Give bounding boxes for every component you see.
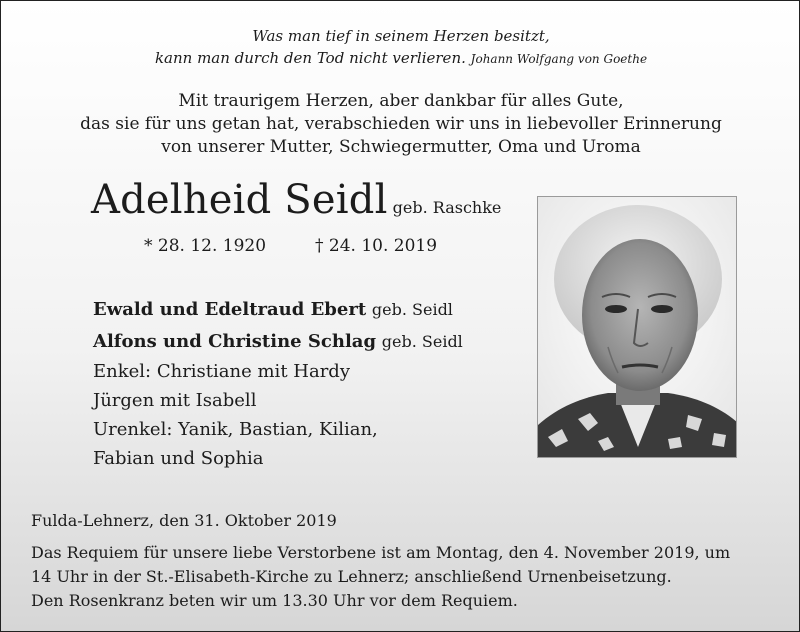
family-names-2: Alfons und Christine Schlag (93, 331, 377, 352)
birth-date: * 28. 12. 1920 (144, 236, 267, 256)
family-suffix-1: geb. Seidl (371, 300, 453, 319)
quote-text: kann man durch den Tod nicht verlieren. (154, 49, 466, 67)
footer-line-2: 14 Uhr in der St.-Elisabeth-Kirche zu Lehnerz; anschließend Urnenbeisetzung. (31, 567, 672, 586)
maiden-name: geb. Raschke (392, 198, 502, 217)
deceased-name-block (91, 177, 501, 223)
family-line-2 (93, 331, 463, 352)
place-date: Fulda-Lehnerz, den 31. Oktober 2019 (31, 511, 337, 530)
footer-line-3: Den Rosenkranz beten wir um 13.30 Uhr vor dem Requiem. (31, 591, 518, 610)
quote-author: Johann Wolfgang von Goethe (470, 52, 648, 66)
intro-line-3: von unserer Mutter, Schwiegermutter, Oma und Uroma (161, 137, 641, 157)
family-line-1 (93, 299, 453, 320)
quote-line-2 (1, 49, 800, 67)
family-line-4: Jürgen mit Isabell (93, 390, 257, 411)
intro-line-2: das sie für uns getan hat, verabschieden wir uns in liebevoller Erinnerung (80, 114, 722, 134)
family-names-1: Ewald und Edeltraud Ebert (93, 299, 367, 320)
death-date: † 24. 10. 2019 (315, 236, 438, 256)
quote-line-1: Was man tief in seinem Herzen besitzt, (252, 27, 550, 45)
intro-line-1: Mit traurigem Herzen, aber dankbar für alles Gute, (178, 91, 624, 111)
family-suffix-2: geb. Seidl (381, 332, 463, 351)
portrait-image (538, 197, 737, 458)
footer-line-1: Das Requiem für unsere liebe Verstorbene ist am Montag, den 4. November 2019, um (31, 543, 731, 562)
family-line-6: Fabian und Sophia (93, 448, 264, 469)
family-line-3: Enkel: Christiane mit Hardy (93, 361, 350, 382)
family-line-5: Urenkel: Yanik, Bastian, Kilian, (93, 419, 378, 440)
portrait-photo (537, 196, 737, 458)
deceased-name: Adelheid Seidl (91, 177, 388, 223)
